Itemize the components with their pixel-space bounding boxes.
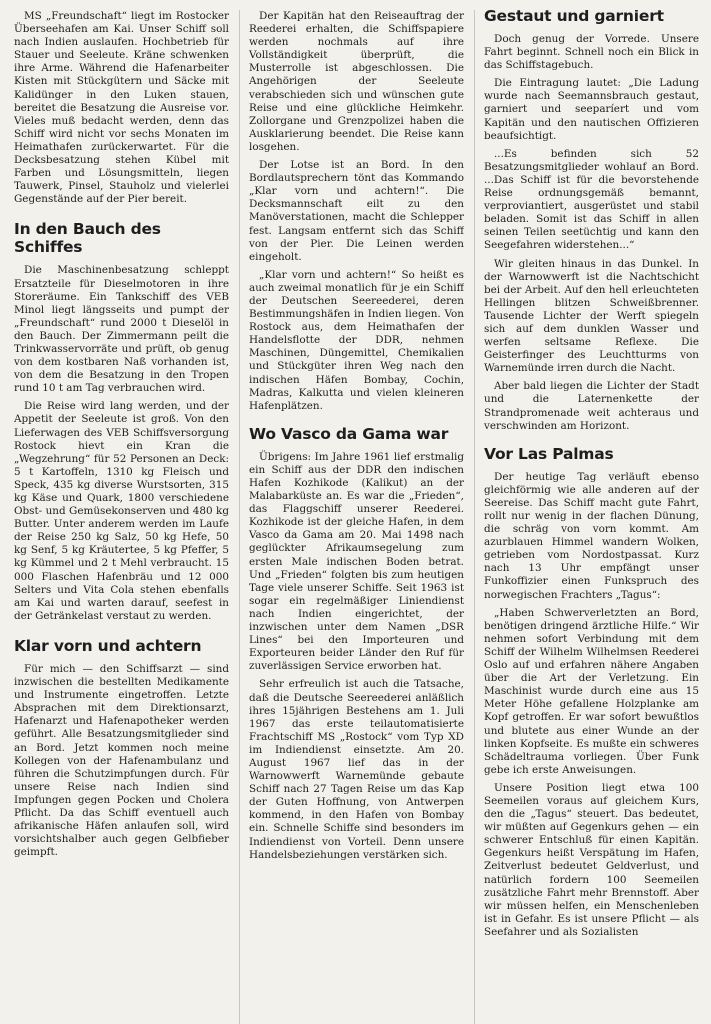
article-column-3 [474,10,699,1024]
section-heading: Vor Las Palmas [484,444,614,463]
paragraph: Unsere Position liegt etwa 100 Seemeilen voraus auf gleichem Kurs, den die „Tagus“ steuert. Das bedeutet, wir müßten auf Gegenkurs gehen — ein schwerer Entschluß für einen Kapitän. Gegenkurs heißt Verspätung im Hafen, Zeitverlust bedeutet Geldverlust, und natürlich fordern 100 Seemeilen zusätzliche Fahrt mehr Brennstoff. Aber wir müssen helfen, ein Menschenleben ist in Gefahr. Es ist unsere Pflicht — als Seefahrer und als Sozialisten [484,781,699,938]
section-heading: In den Bauch des Schiffes [14,220,161,257]
paragraph: „Haben Schwerverletzten an Bord, benötigen dringend ärztliche Hilfe.“ Wir nehmen sofort Verbindung mit dem Schiff der Wilhelm Wilhelmsen Reederei Oslo auf und erfahren nähere Angaben über die Art der Verletzung. Ein Maschinist wurde durch eine aus 15 Meter Höhe gefallene Holzplanke am Kopf getroffen. Er war sofort bewußtlos und blutete aus einer Wunde an der linken Kopfseite. Es mußte ein schweres Schädeltrauma vorliegen. Über Funk gebe ich erste Anweisungen. [484,606,699,776]
paragraph: Doch genug der Vorrede. Unsere Fahrt beginnt. Schnell noch ein Blick in das Schiffstagebuch. [484,33,699,72]
paragraph: Für mich — den Schiffsarzt — sind inzwischen die bestellten Medikamente und Instrumente eingetroffen. Letzte Absprachen mit dem Direktionsarzt, Hafenarzt und Hafenapotheker werden geführt. Alle Besatzungsmitglieder sind an Bord. Jetzt kommen noch meine Kollegen von der Hafenambulanz und führen die Schutzimpfungen durch. Für unsere Reise nach Indien sind Impfungen gegen Pocken und Cholera Pflicht. Da das Schiff eventuell auch afrikanische Häfen anlaufen soll, wird vorsichtshalber auch gegen Gelbfieber geimpft. [14,662,229,859]
paragraph: Der Lotse ist an Bord. In den Bordlautsprechern tönt das Kommando „Klar vorn und achtern!“. Die Decksmannschaft eilt zu den Manöverstationen, macht die Schlepper fest. Langsam entfernt sich das Schiff von der Pier. Die Leinen werden eingeholt. [249,159,464,263]
paragraph: Die Reise wird lang werden, und der Appetit der Seeleute ist groß. Von den Lieferwagen des VEB Schiffsversorgung Rostock hievt ein Kran die „Wegzehrung“ für 52 Personen an Deck: 5 t Kartoffeln, 1310 kg Fleisch und Speck, 435 kg diverse Wurstsorten, 315 kg Käse und Quark, 1800 verschiedene Obst- und Gemüsekonserven und 480 kg Butter. Unter anderem werden im Laufe der Reise 250 kg Salz, 50 kg Hefe, 50 kg Senf, 5 kg Kräutertee, 5 kg Pfeffer, 5 kg Kümmel und 2 t Mehl verbraucht. 15 000 Flaschen Hafenbräu und 12 000 Selters und Vita Cola stehen ebenfalls am Kai und warten darauf, seefest in der Getränkelast verstaut zu werden. [14,400,229,622]
paragraph: Die Eintragung lautet: „Die Ladung wurde nach Seemannsbrauch gestaut, garniert und seeparíert und vom Kapitän und den nautischen Offizieren beaufsichtigt. [484,77,699,142]
paragraph: Der Kapitän hat den Reiseauftrag der Reederei erhalten, die Schiffspapiere werden nochmals auf ihre Vollständigkeit überprüft, die Musterrolle ist abgeschlossen. Die Angehörigen der Seeleute verabschieden sich und wünschen gute Reise und eine glückliche Heimkehr. Zollorgane und Grenzpolizei haben die Ausklarierung beendet. Die Reise kann losgehen. [249,10,464,153]
article-column-1 [14,10,229,1024]
section-heading: Wo Vasco da Gama war [249,424,449,443]
section-heading: Gestaut und garniert [484,10,664,25]
paragraph: ...Es befinden sich 52 Besatzungsmitglieder wohlauf an Bord. ...Das Schiff ist für die bevorstehende Reise ordnungsgemäß bemannt, verproviantiert, ausgerüstet und stabil beladen. Somit ist das Schiff in allen seinen Teilen seetüchtig und kann den Seegefahren widerstehen...“ [484,147,699,252]
paragraph: Wir gleiten hinaus in das Dunkel. In der Warnowwerft ist die Nachtschicht bei der Arbeit. Auf den hell erleuchteten Hellingen blitzen Schweißbrenner. Tausende Lichter der Werft spiegeln sich auf dem dunklen Wasser und werfen seltsame Reflexe. Die Geisterfinger des Leuchtturms von Warnemünde irren durch die Nacht. [484,257,699,375]
paragraph: Aber bald liegen die Lichter der Stadt und die Laternenkette der Strandpromenade weit achteraus und verschwinden am Horizont. [484,380,699,432]
article-column-2 [239,10,464,1024]
paragraph: Der heutige Tag verläuft ebenso gleichförmig wie alle anderen auf der Seereise. Das Schiff macht gute Fahrt, rollt nur wenig in der flachen Dünung, die schräg von vorn kommt. Am azurblauen Himmel wandern Wolken, getrieben vom Nordostpassat. Kurz nach 13 Uhr empfängt unser Funkoffizier einen Funkspruch des norwegischen Frachters „Tagus“: [484,470,699,601]
section-heading: Klar vorn und achtern [14,636,202,655]
paragraph: MS „Freundschaft“ liegt im Rostocker Überseehafen am Kai. Unser Schiff soll nach Indien auslaufen. Hochbetrieb für Stauer und Seeleute. Kräne schwenken ihre Arme. Während die Hafenarbeiter Kisten mit Stückgütern und Säcke mit Kalidünger in den Luken stauen, bereitet die Besatzung die Ausreise vor. Vieles muß bedacht werden, denn das Schiff wird nicht vor sechs Monaten im Heimathafen zurückerwartet. Für die Decksbesatzung stehen Kübel mit Farben und Lösungsmitteln, liegen Tauwerk, Pinsel, Stauholz und vielerlei Gegenstände auf der Pier bereit. [14,10,229,206]
paragraph: Sehr erfreulich ist auch die Tatsache, daß die Deutsche Seereederei anläßlich ihres 15jährigen Bestehens am 1. Juli 1967 das erste teilautomatisierte Frachtschiff MS „Rostock“ vom Typ XD im Indiendienst einsetzte. Am 20. August 1967 lief das in der Warnowwerft Warnemünde gebaute Schiff nach 27 Tagen Reise um das Kap der Guten Hoffnung, von Antwerpen kommend, in den Hafen von Bombay ein. Schnelle Schiffe sind besonders im Indiendienst von Vorteil. Denn unsere Handelsbeziehungen verstärken sich. [249,678,464,861]
paragraph: Die Maschinenbesatzung schleppt Ersatzteile für Dieselmotoren in ihre Storeräume. Ein Tankschiff des VEB Minol liegt längsseits und pumpt der „Freundschaft“ rund 2000 t Dieselöl in den Bauch. Der Zimmermann peilt die Trinkwasservorräte und prüft, ob genug von dem kostbaren Naß vorhanden ist, von dem die Besatzung in den Tropen rund 10 t am Tag verbrauchen wird. [14,264,229,395]
paragraph: Übrigens: Im Jahre 1961 lief erstmalig ein Schiff aus der DDR den indischen Hafen Kozhikode (Kalikut) an der Malabarküste an. Es war die „Frieden“, das Flaggschiff unserer Reederei. Kozhikode ist der gleiche Hafen, in dem Vasco da Gama am 20. Mai 1498 nach geglückter Afrikaumsegelung zum ersten Male indischen Boden betrat. Und „Frieden“ folgten bis zum heutigen Tage viele unserer Schiffe. Seit 1963 ist sogar ein regelmäßiger Liniendienst nach Indien eingerichtet, der inzwischen unter dem Namen „DSR Lines“ bei den Importeuren und Exporteuren beider Länder den Ruf für zuverlässigen Service erworben hat. [249,450,464,673]
paragraph: „Klar vorn und achtern!“ So heißt es auch zweimal monatlich für je ein Schiff der Deutschen Seereederei, deren Bestimmungshäfen in Indien liegen. Von Rostock aus, dem Heimathafen der Handelsflotte der DDR, nehmen Maschinen, Düngemittel, Chemikalien und Stückgüter ihren Weg nach den indischen Häfen Bombay, Cochin, Madras, Kalkutta und vielen kleineren Hafenplätzen. [249,268,464,412]
